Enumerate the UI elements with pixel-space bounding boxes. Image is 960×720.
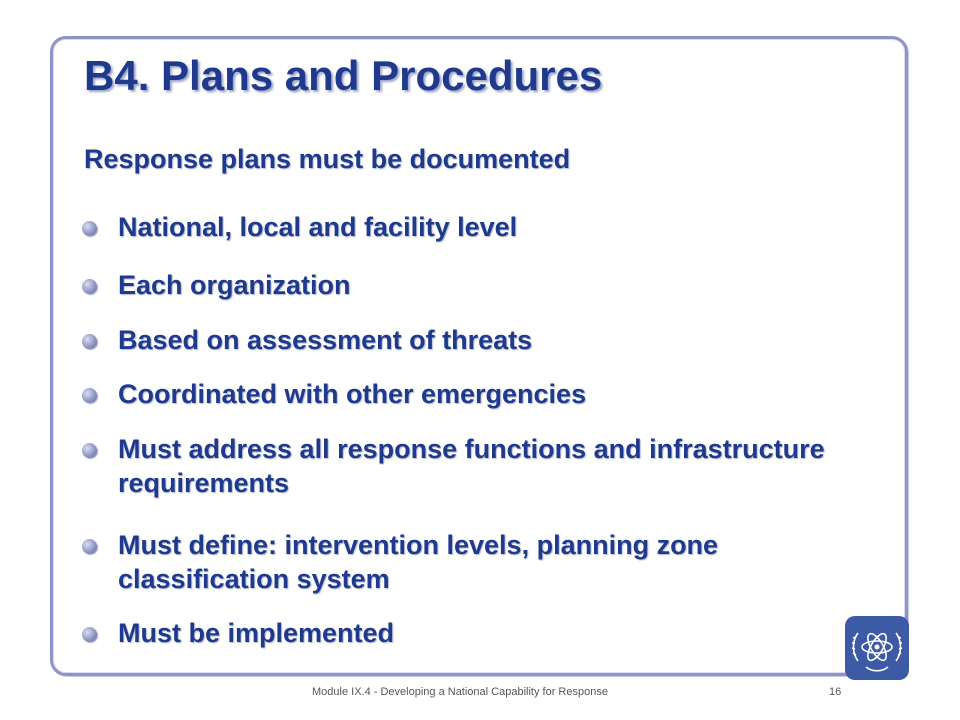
bullet-dot-icon [82, 334, 97, 349]
bullet-text: Coordinated with other emergencies [118, 379, 587, 409]
bullet-text: Based on assessment of threats [118, 325, 533, 355]
bullet-dot-icon [82, 539, 97, 554]
slide-title: B4. Plans and Procedures [84, 52, 603, 99]
bullet-dot-icon [82, 388, 97, 403]
bullet-text: Must define: intervention levels, planning zone classification system [118, 530, 719, 594]
bullet-item [80, 323, 860, 357]
bullet-text: National, local and facility level [118, 212, 518, 242]
iaea-logo-icon [844, 615, 910, 681]
bullet-item [80, 528, 860, 596]
footer-module-text: Module IX.4 - Developing a National Capability for Response [312, 686, 608, 698]
bullet-item [80, 268, 860, 302]
bullet-dot-icon [82, 627, 97, 642]
bullet-text: Must address all response functions and infrastructure requirements [118, 434, 825, 498]
bullet-dot-icon [82, 279, 97, 294]
slide-subtitle: Response plans must be documented [84, 144, 571, 174]
bullet-dot-icon [82, 221, 97, 236]
bullet-dot-icon [82, 443, 97, 458]
bullet-item [80, 210, 860, 244]
bullet-text: Must be implemented [118, 618, 395, 648]
page-number: 16 [829, 686, 842, 698]
bullet-item [80, 616, 860, 650]
bullet-item [80, 432, 860, 500]
bullet-text: Each organization [118, 270, 351, 300]
bullet-item [80, 377, 860, 411]
